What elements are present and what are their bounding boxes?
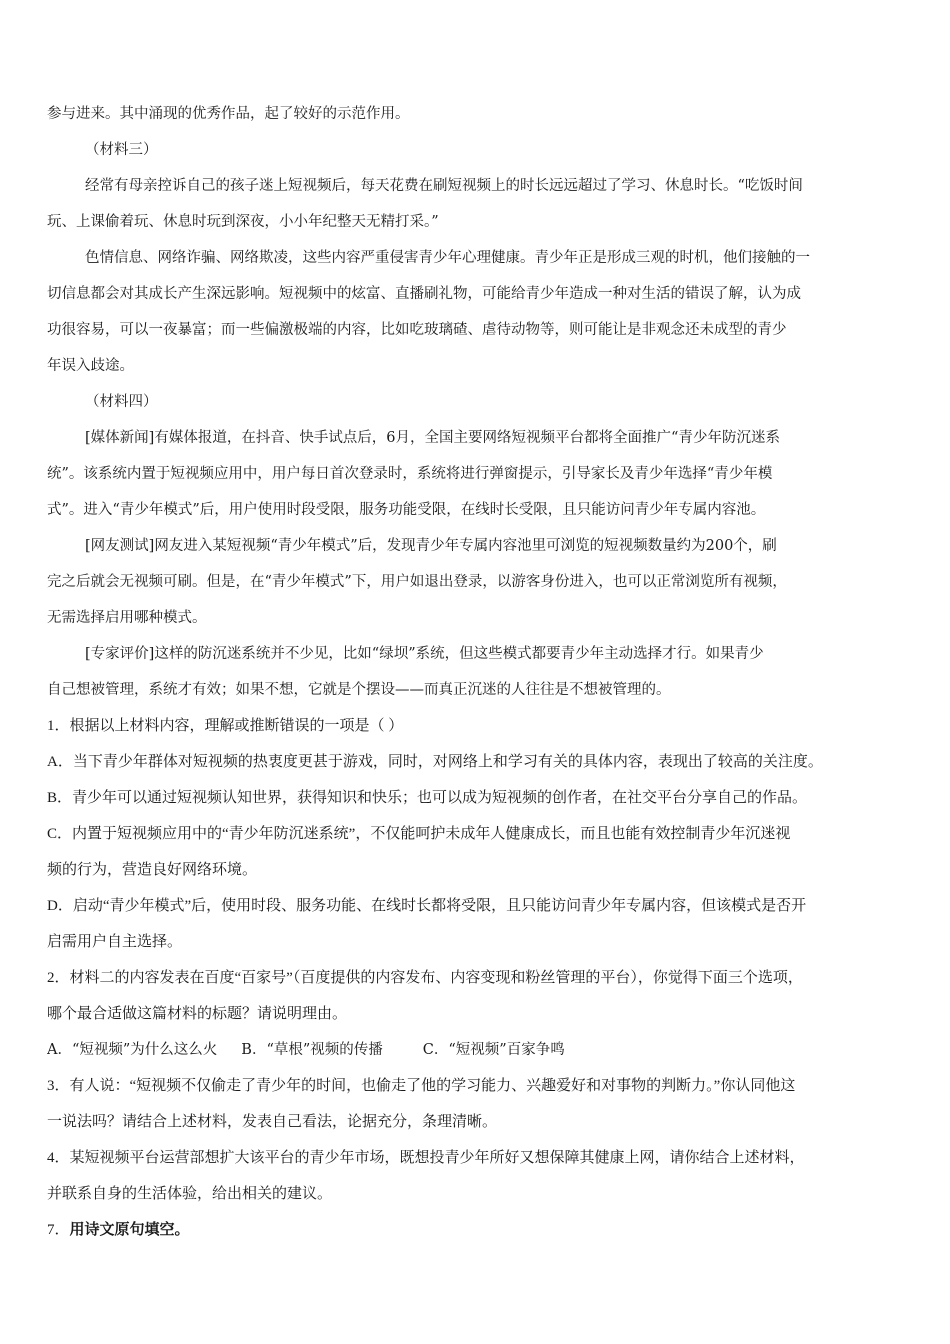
material4-test-line1: [网友测试]网友进入某短视频“青少年模式”后，发现青少年专属内容池里可浏览的短视频数量约为200个，刷: [85, 538, 777, 554]
question-3-line1: 3．有人说：“短视频不仅偷走了青少年的时间，也偷走了他的学习能力、兴趣爱好和对事物的判断力。”你认同他这: [47, 1078, 796, 1094]
question-7-number: 7．: [47, 1222, 70, 1238]
material4-news-line3: 式”。进入“青少年模式”后，用户使用时段受限，服务功能受限，在线时长受限，且只能访问青少年专属内容池。: [47, 502, 766, 518]
material3-p1-line1: 经常有母亲控诉自己的孩子迷上短视频后，每天花费在刷短视频上的时长远远超过了学习、休息时长。“吃饭时间: [85, 178, 803, 194]
material4-expert-line1: [专家评价]这样的防沉迷系统并不少见，比如“绿坝”系统，但这些模式都要青少年主动选择才行。如果青少: [85, 646, 764, 662]
question-7: [47, 1212, 909, 1248]
material4-expert-line2: 自己想被管理，系统才有效；如果不想，它就是个摆设——而真正沉迷的人往往是不想被管理的。: [47, 682, 671, 698]
question-7-title: 用诗文原句填空。: [69, 1222, 190, 1238]
question-1-option-b: B．青少年可以通过短视频认知世界，获得知识和快乐；也可以成为短视频的创作者，在社交平台分享自己的作品。: [47, 790, 808, 806]
material3-p1-line2: 玩、上课偷着玩、休息时玩到深夜，小小年纪整天无精打采。”: [47, 214, 439, 230]
question-1-option-d-line2: 启需用户自主选择。: [47, 934, 183, 950]
material4-news-line2: 统”。该系统内置于短视频应用中，用户每日首次登录时，系统将进行弹窗提示，引导家长及青少年选择“青少年模: [47, 466, 773, 482]
question-2-options: [47, 1032, 909, 1068]
question-4-line1: 4．某短视频平台运营部想扩大该平台的青少年市场，既想投青少年所好又想保障其健康上网，请你结合上述材料，: [47, 1150, 805, 1166]
material3-p2-line2: 切信息都会对其成长产生深远影响。短视频中的炫富、直播刷礼物，可能给青少年造成一种对生活的错误了解，认为成: [47, 286, 801, 302]
material3-p2-line4: 年误入歧途。: [47, 358, 134, 374]
question-2-option-a: A．“短视频”为什么这么火: [47, 1042, 218, 1058]
question-1-option-d-line1: D．启动“青少年模式”后，使用时段、服务功能、在线时长都将受限，且只能访问青少年专属内容，但该模式是否开: [47, 898, 807, 914]
material4-news-line1: [媒体新闻]有媒体报道，在抖音、快手试点后，6月，全国主要网络短视频平台都将全面推广“青少年防沉迷系: [85, 430, 780, 446]
question-2-option-b: B．“草根”视频的传播: [241, 1042, 383, 1058]
question-1-option-a: A．当下青少年群体对短视频的热衷度更甚于游戏，同时，对网络上和学习有关的具体内容，表现出了较高的关注度。: [47, 754, 823, 770]
question-2-line1: 2．材料二的内容发表在百度“百家号”（百度提供的内容发布、内容变现和粉丝管理的平台），你觉得下面三个选项，: [47, 970, 803, 986]
question-1: 1．根据以上材料内容，理解或推断错误的一项是（ ）: [47, 718, 404, 734]
material2-tail: 参与进来。其中涌现的优秀作品，起了较好的示范作用。: [47, 106, 410, 122]
question-1-option-c-line1: C．内置于短视频应用中的“青少年防沉迷系统”，不仅能呵护未成年人健康成长，而且也能有效控制青少年沉迷视: [47, 826, 791, 842]
material3-p2-line3: 功很容易，可以一夜暴富；而一些偏激极端的内容，比如吃玻璃碴、虐待动物等，则可能让是非观念还未成型的青少: [47, 322, 787, 338]
question-1-option-c-line2: 频的行为，营造良好网络环境。: [47, 862, 258, 878]
material4-heading: （材料四）: [85, 394, 158, 410]
material4-test-line3: 无需选择启用哪种模式。: [47, 610, 207, 626]
material4-test-line2: 完之后就会无视频可刷。但是，在“青少年模式”下，用户如退出登录，以游客身份进入，也可以正常浏览所有视频，: [47, 574, 787, 590]
question-3-line2: 一说法吗？请结合上述材料，发表自己看法，论据充分，条理清晰。: [47, 1114, 498, 1130]
question-4-line2: 并联系自身的生活体验，给出相关的建议。: [47, 1186, 333, 1202]
material3-p2-line1: 色情信息、网络诈骗、网络欺凌，这些内容严重侵害青少年心理健康。青少年正是形成三观的时机，他们接触的一: [85, 250, 810, 266]
document-page: [47, 96, 909, 1248]
question-2-line2: 哪个最合适做这篇材料的标题？请说明理由。: [47, 1006, 348, 1022]
question-2-option-c: C．“短视频”百家争鸣: [422, 1042, 565, 1058]
material3-heading: （材料三）: [85, 142, 158, 158]
